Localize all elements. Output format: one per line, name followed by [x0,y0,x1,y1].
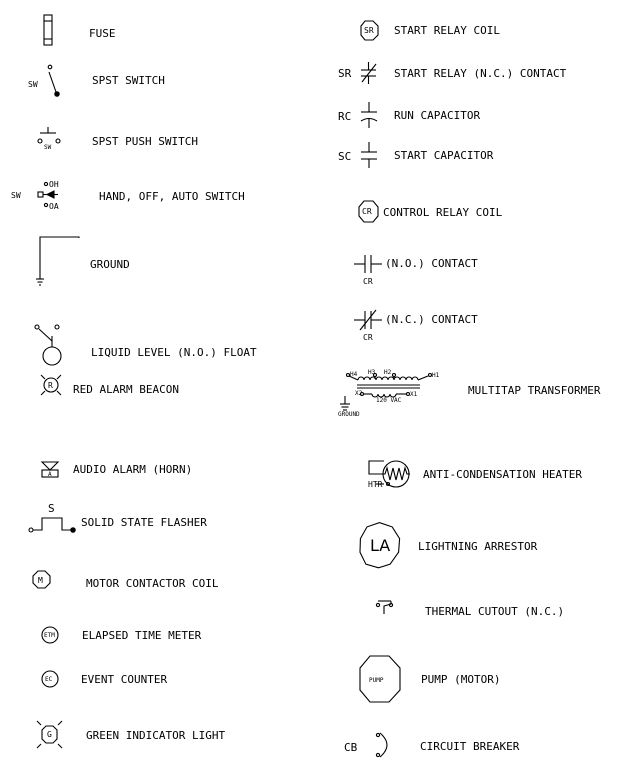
transformer-vac-mark: 120 VAC [376,397,402,404]
start-capacitor-label: START CAPACITOR [394,149,494,162]
hoa-oh-mark: OH [49,180,59,189]
thermal-cutout-symbol [376,601,392,614]
circuit-breaker-symbol [376,733,387,757]
audio-alarm-a-mark: A [48,471,52,478]
motor-contactor-coil-label: MOTOR CONTACTOR COIL [86,577,219,590]
audio-alarm-label: AUDIO ALARM (HORN) [73,463,193,476]
spst-switch-symbol [48,65,59,96]
flasher-s-mark: S [48,502,55,515]
pump-mark: PUMP [369,677,384,684]
start-capacitor-sc-mark: SC [338,150,352,163]
spst-switch-label: SPST SWITCH [92,74,165,87]
lightning-arrestor-la-mark: LA [370,536,391,555]
spst-push-switch-sw-mark: SW [44,144,52,151]
etm-mark: ETM [44,632,55,639]
run-capacitor-symbol [361,102,377,128]
green-indicator-light-label: GREEN INDICATOR LIGHT [86,729,226,742]
pump-motor-label: PUMP (MOTOR) [421,673,501,686]
control-relay-coil-cr-mark: CR [362,207,372,216]
hoa-sw-mark: SW [11,191,21,200]
red-alarm-beacon-label: RED ALARM BEACON [73,383,179,396]
start-capacitor-symbol [361,142,377,168]
transformer-h4-mark: H4 [350,371,358,378]
transformer-ground-mark: GROUND [338,411,360,418]
nc-contact-symbol [354,310,382,330]
multitap-transformer-symbol [340,374,432,411]
fuse-symbol [44,15,52,45]
transformer-h2-mark: H2 [384,369,392,376]
spst-push-switch-label: SPST PUSH SWITCH [92,135,198,148]
transformer-x2-mark: X2 [355,390,363,397]
motor-coil-m-mark: M [38,576,43,585]
ec-mark: EC [45,676,53,683]
ground-label: GROUND [90,258,130,271]
transformer-x1-mark: X1 [410,391,418,398]
float-switch-symbol [35,325,61,365]
hoa-oa-mark: OA [49,202,59,211]
green-indicator-g-mark: G [47,730,52,739]
transformer-h1-mark: H1 [432,372,440,379]
float-switch-label: LIQUID LEVEL (N.O.) FLOAT [91,346,257,359]
start-relay-coil-label: START RELAY COIL [394,24,500,37]
heater-htr-mark: HTR [368,480,383,489]
run-capacitor-label: RUN CAPACITOR [394,109,481,122]
nc-contact-label: (N.C.) CONTACT [385,313,478,326]
circuit-breaker-label: CIRCUIT BREAKER [420,740,520,753]
circuit-breaker-cb-mark: CB [344,741,358,754]
transformer-h3-mark: H3 [368,369,376,376]
elapsed-time-meter-label: ELAPSED TIME METER [82,629,202,642]
hand-off-auto-switch-label: HAND, OFF, AUTO SWITCH [99,190,245,203]
start-relay-nc-contact-symbol [361,62,376,84]
no-contact-cr-mark: CR [363,277,373,286]
event-counter-label: EVENT COUNTER [81,673,168,686]
multitap-transformer-label: MULTITAP TRANSFORMER [468,384,601,397]
no-contact-symbol [354,255,382,273]
thermal-cutout-label: THERMAL CUTOUT (N.C.) [425,605,565,618]
ground-symbol [36,237,79,285]
start-relay-coil-sr-mark: SR [364,26,374,35]
anti-condensation-heater-label: ANTI-CONDENSATION HEATER [423,468,582,481]
solid-state-flasher-symbol [29,518,75,532]
lightning-arrestor-label: LIGHTNING ARRESTOR [418,540,538,553]
solid-state-flasher-label: SOLID STATE FLASHER [81,516,207,529]
nc-contact-cr-mark: CR [363,333,373,342]
run-capacitor-rc-mark: RC [338,110,352,123]
red-alarm-r-mark: R [48,381,53,390]
start-relay-sr-mark: SR [338,67,352,80]
no-contact-label: (N.O.) CONTACT [385,257,478,270]
spst-switch-sw-mark: SW [28,80,38,89]
fuse-label: FUSE [89,27,116,40]
control-relay-coil-label: CONTROL RELAY COIL [383,206,503,219]
start-relay-nc-contact-label: START RELAY (N.C.) CONTACT [394,67,567,80]
spst-push-switch-symbol [38,127,60,143]
